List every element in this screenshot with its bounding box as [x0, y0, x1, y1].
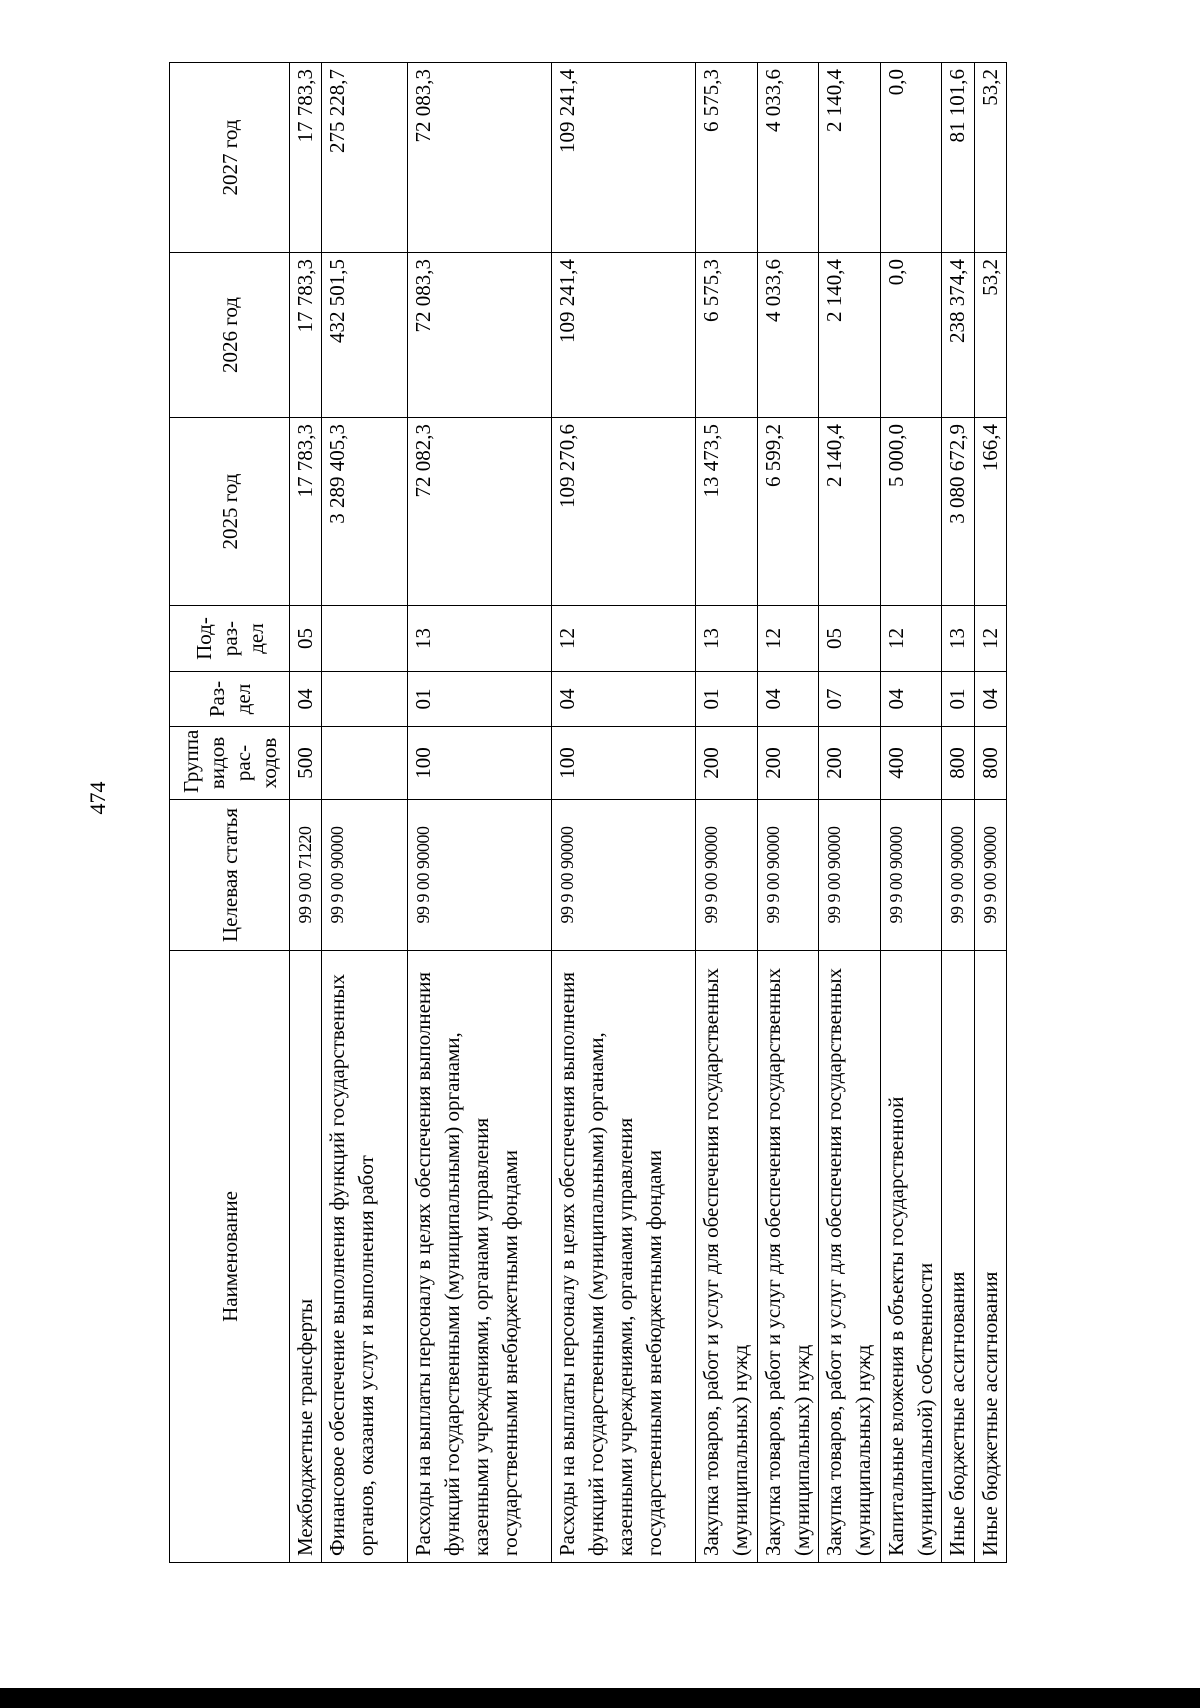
cell-name: Закупка товаров, работ и услуг для обеспечения государственных (муниципальных) нужд: [819, 951, 881, 1563]
cell-name: Иные бюджетные ассигнования: [942, 951, 974, 1563]
cell-2025: 2 140,4: [819, 418, 881, 606]
cell-subsection: 13: [696, 606, 758, 672]
cell-2026: 238 374,4: [942, 253, 974, 418]
header-2025: 2025 год: [170, 418, 290, 606]
table-row: [942, 63, 974, 1563]
cell-group: 800: [974, 727, 1006, 800]
cell-2027: 17 783,3: [290, 63, 322, 253]
cell-subsection: 12: [880, 606, 942, 672]
cell-2025: 3 289 405,3: [322, 418, 408, 606]
cell-2026: 72 083,3: [407, 253, 551, 418]
cell-2026: 0,0: [880, 253, 942, 418]
cell-target: 99 9 00 90000: [322, 800, 408, 951]
cell-group: [322, 727, 408, 800]
cell-2027: 2 140,4: [819, 63, 881, 253]
cell-2027: 81 101,6: [942, 63, 974, 253]
cell-target: 99 9 00 90000: [880, 800, 942, 951]
table-header-row: [170, 63, 290, 1563]
cell-2025: 72 082,3: [407, 418, 551, 606]
cell-2025: 3 080 672,9: [942, 418, 974, 606]
cell-target: 99 9 00 90000: [819, 800, 881, 951]
cell-group: 100: [407, 727, 551, 800]
rotated-table-container: [169, 63, 1007, 1563]
cell-target: 99 9 00 90000: [696, 800, 758, 951]
cell-target: 99 9 00 90000: [407, 800, 551, 951]
table-row: [407, 63, 551, 1563]
cell-name: Расходы на выплаты персоналу в целях обеспечения выполнения функций государственными (муниципальными) органами, казенными учреждениями, органами управления государственными внебюджетными фондами: [407, 951, 551, 1563]
header-group: Группа видов рас-ходов: [170, 727, 290, 800]
cell-group: 200: [757, 727, 819, 800]
cell-2027: 4 033,6: [757, 63, 819, 253]
cell-name: Расходы на выплаты персоналу в целях обеспечения выполнения функций государственными (муниципальными) органами, казенными учреждениями, органами управления государственными внебюджетными фондами: [552, 951, 696, 1563]
cell-2026: 109 241,4: [552, 253, 696, 418]
page-number-text: 474: [85, 781, 110, 815]
scan-edge-bar: [0, 1688, 1200, 1708]
cell-2026: 6 575,3: [696, 253, 758, 418]
cell-2025: 109 270,6: [552, 418, 696, 606]
cell-2027: 275 228,7: [322, 63, 408, 253]
cell-2027: 6 575,3: [696, 63, 758, 253]
cell-section: 01: [942, 672, 974, 727]
cell-target: 99 9 00 90000: [757, 800, 819, 951]
cell-2026: 432 501,5: [322, 253, 408, 418]
cell-name: Закупка товаров, работ и услуг для обеспечения государственных (муниципальных) нужд: [696, 951, 758, 1563]
cell-subsection: 13: [407, 606, 551, 672]
cell-section: 07: [819, 672, 881, 727]
cell-2026: 53,2: [974, 253, 1006, 418]
cell-2026: 4 033,6: [757, 253, 819, 418]
cell-section: 04: [757, 672, 819, 727]
cell-group: 400: [880, 727, 942, 800]
table-row: [880, 63, 942, 1563]
cell-section: 04: [880, 672, 942, 727]
cell-name: Закупка товаров, работ и услуг для обеспечения государственных (муниципальных) нужд: [757, 951, 819, 1563]
cell-target: 99 9 00 71220: [290, 800, 322, 951]
cell-target: 99 9 00 90000: [552, 800, 696, 951]
cell-section: [322, 672, 408, 727]
cell-2025: 166,4: [974, 418, 1006, 606]
budget-table: [169, 62, 1007, 1563]
cell-2026: 17 783,3: [290, 253, 322, 418]
cell-2027: 0,0: [880, 63, 942, 253]
cell-group: 100: [552, 727, 696, 800]
header-subsection: Под-раз-дел: [170, 606, 290, 672]
cell-target: 99 9 00 90000: [942, 800, 974, 951]
cell-subsection: 12: [552, 606, 696, 672]
cell-section: 01: [407, 672, 551, 727]
cell-2027: 72 083,3: [407, 63, 551, 253]
cell-2026: 2 140,4: [819, 253, 881, 418]
cell-section: 04: [290, 672, 322, 727]
cell-subsection: 12: [757, 606, 819, 672]
table-row: [757, 63, 819, 1563]
cell-subsection: 13: [942, 606, 974, 672]
table-row: [322, 63, 408, 1563]
table-row: [819, 63, 881, 1563]
cell-section: 04: [974, 672, 1006, 727]
header-section: Раз-дел: [170, 672, 290, 727]
table-row: [974, 63, 1006, 1563]
header-target: Целевая статья: [170, 800, 290, 951]
header-2027: 2027 год: [170, 63, 290, 253]
cell-subsection: [322, 606, 408, 672]
cell-2025: 17 783,3: [290, 418, 322, 606]
cell-2025: 13 473,5: [696, 418, 758, 606]
cell-group: 500: [290, 727, 322, 800]
header-2026: 2026 год: [170, 253, 290, 418]
cell-2025: 5 000,0: [880, 418, 942, 606]
table-row: [552, 63, 696, 1563]
table-row: [290, 63, 322, 1563]
cell-name: Капитальные вложения в объекты государственной (муниципальной) собственности: [880, 951, 942, 1563]
table-row: [696, 63, 758, 1563]
cell-name: Финансовое обеспечение выполнения функций государственных органов, оказания услуг и выполнения работ: [322, 951, 408, 1563]
cell-group: 200: [819, 727, 881, 800]
cell-subsection: 05: [290, 606, 322, 672]
cell-2025: 6 599,2: [757, 418, 819, 606]
cell-group: 200: [696, 727, 758, 800]
cell-2027: 53,2: [974, 63, 1006, 253]
header-name: Наименование: [170, 951, 290, 1563]
cell-section: 01: [696, 672, 758, 727]
cell-2027: 109 241,4: [552, 63, 696, 253]
cell-section: 04: [552, 672, 696, 727]
cell-subsection: 12: [974, 606, 1006, 672]
cell-subsection: 05: [819, 606, 881, 672]
cell-target: 99 9 00 90000: [974, 800, 1006, 951]
cell-group: 800: [942, 727, 974, 800]
cell-name: Межбюджетные трансферты: [290, 951, 322, 1563]
cell-name: Иные бюджетные ассигнования: [974, 951, 1006, 1563]
